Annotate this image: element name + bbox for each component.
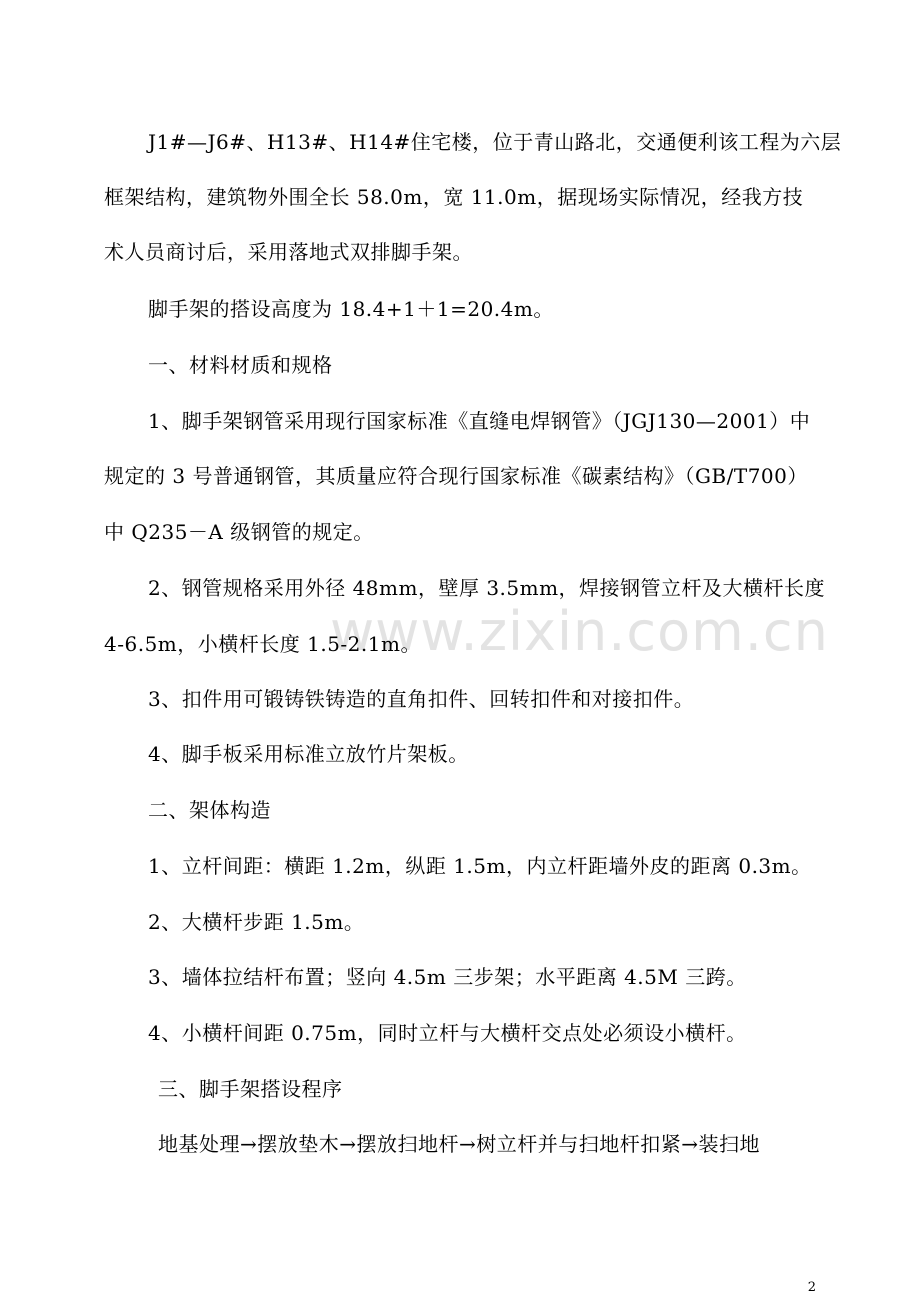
text-line: 2、钢管规格采用外径 48mm，壁厚 3.5mm，焊接钢管立杆及大横杆长度 [148, 576, 826, 600]
text-line: 框架结构，建筑物外围全长 58.0m，宽 11.0m，据现场实际情况，经我方技 [104, 185, 804, 209]
text-line: 1、立杆间距：横距 1.2m，纵距 1.5m，内立杆距墙外皮的距离 0.3m。 [148, 854, 812, 878]
text-line: 1、脚手架钢管采用现行国家标准《直缝电焊钢管》（JGJ130—2001）中 [148, 409, 811, 433]
watermark: www.zixin.com.cn [330, 600, 829, 663]
text-line: 4-6.5m，小横杆长度 1.5-2.1m。 [104, 632, 421, 656]
section-heading: 三、脚手架搭设程序 [158, 1077, 343, 1101]
text-line: 术人员商讨后，采用落地式双排脚手架。 [104, 240, 473, 264]
text-line: 3、墙体拉结杆布置；竖向 4.5m 三步架；水平距离 4.5M 三跨。 [148, 965, 747, 989]
section-heading: 一、材料材质和规格 [148, 353, 333, 377]
text-line: 规定的 3 号普通钢管，其质量应符合现行国家标准《碳素结构》（GB/T700） [104, 464, 808, 488]
text-line: 4、小横杆间距 0.75m，同时立杆与大横杆交点处必须设小横杆。 [148, 1021, 747, 1045]
text-line: 中 Q235－A 级钢管的规定。 [104, 520, 374, 544]
text-line: J1#—J6#、H13#、H14#住宅楼，位于青山路北，交通便利该工程为六层 [148, 130, 842, 154]
page-number: 2 [807, 1280, 816, 1295]
text-line: 3、扣件用可锻铸铁铸造的直角扣件、回转扣件和对接扣件。 [148, 687, 695, 711]
text-line: 脚手架的搭设高度为 18.4+1＋1=20.4m。 [148, 297, 554, 321]
text-line: 4、脚手板采用标准立放竹片架板。 [148, 742, 469, 766]
section-heading: 二、架体构造 [148, 798, 271, 822]
text-line: 2、大横杆步距 1.5m。 [148, 910, 365, 934]
text-line: 地基处理→摆放垫木→摆放扫地杆→树立杆并与扫地杆扣紧→装扫地 [158, 1132, 761, 1156]
